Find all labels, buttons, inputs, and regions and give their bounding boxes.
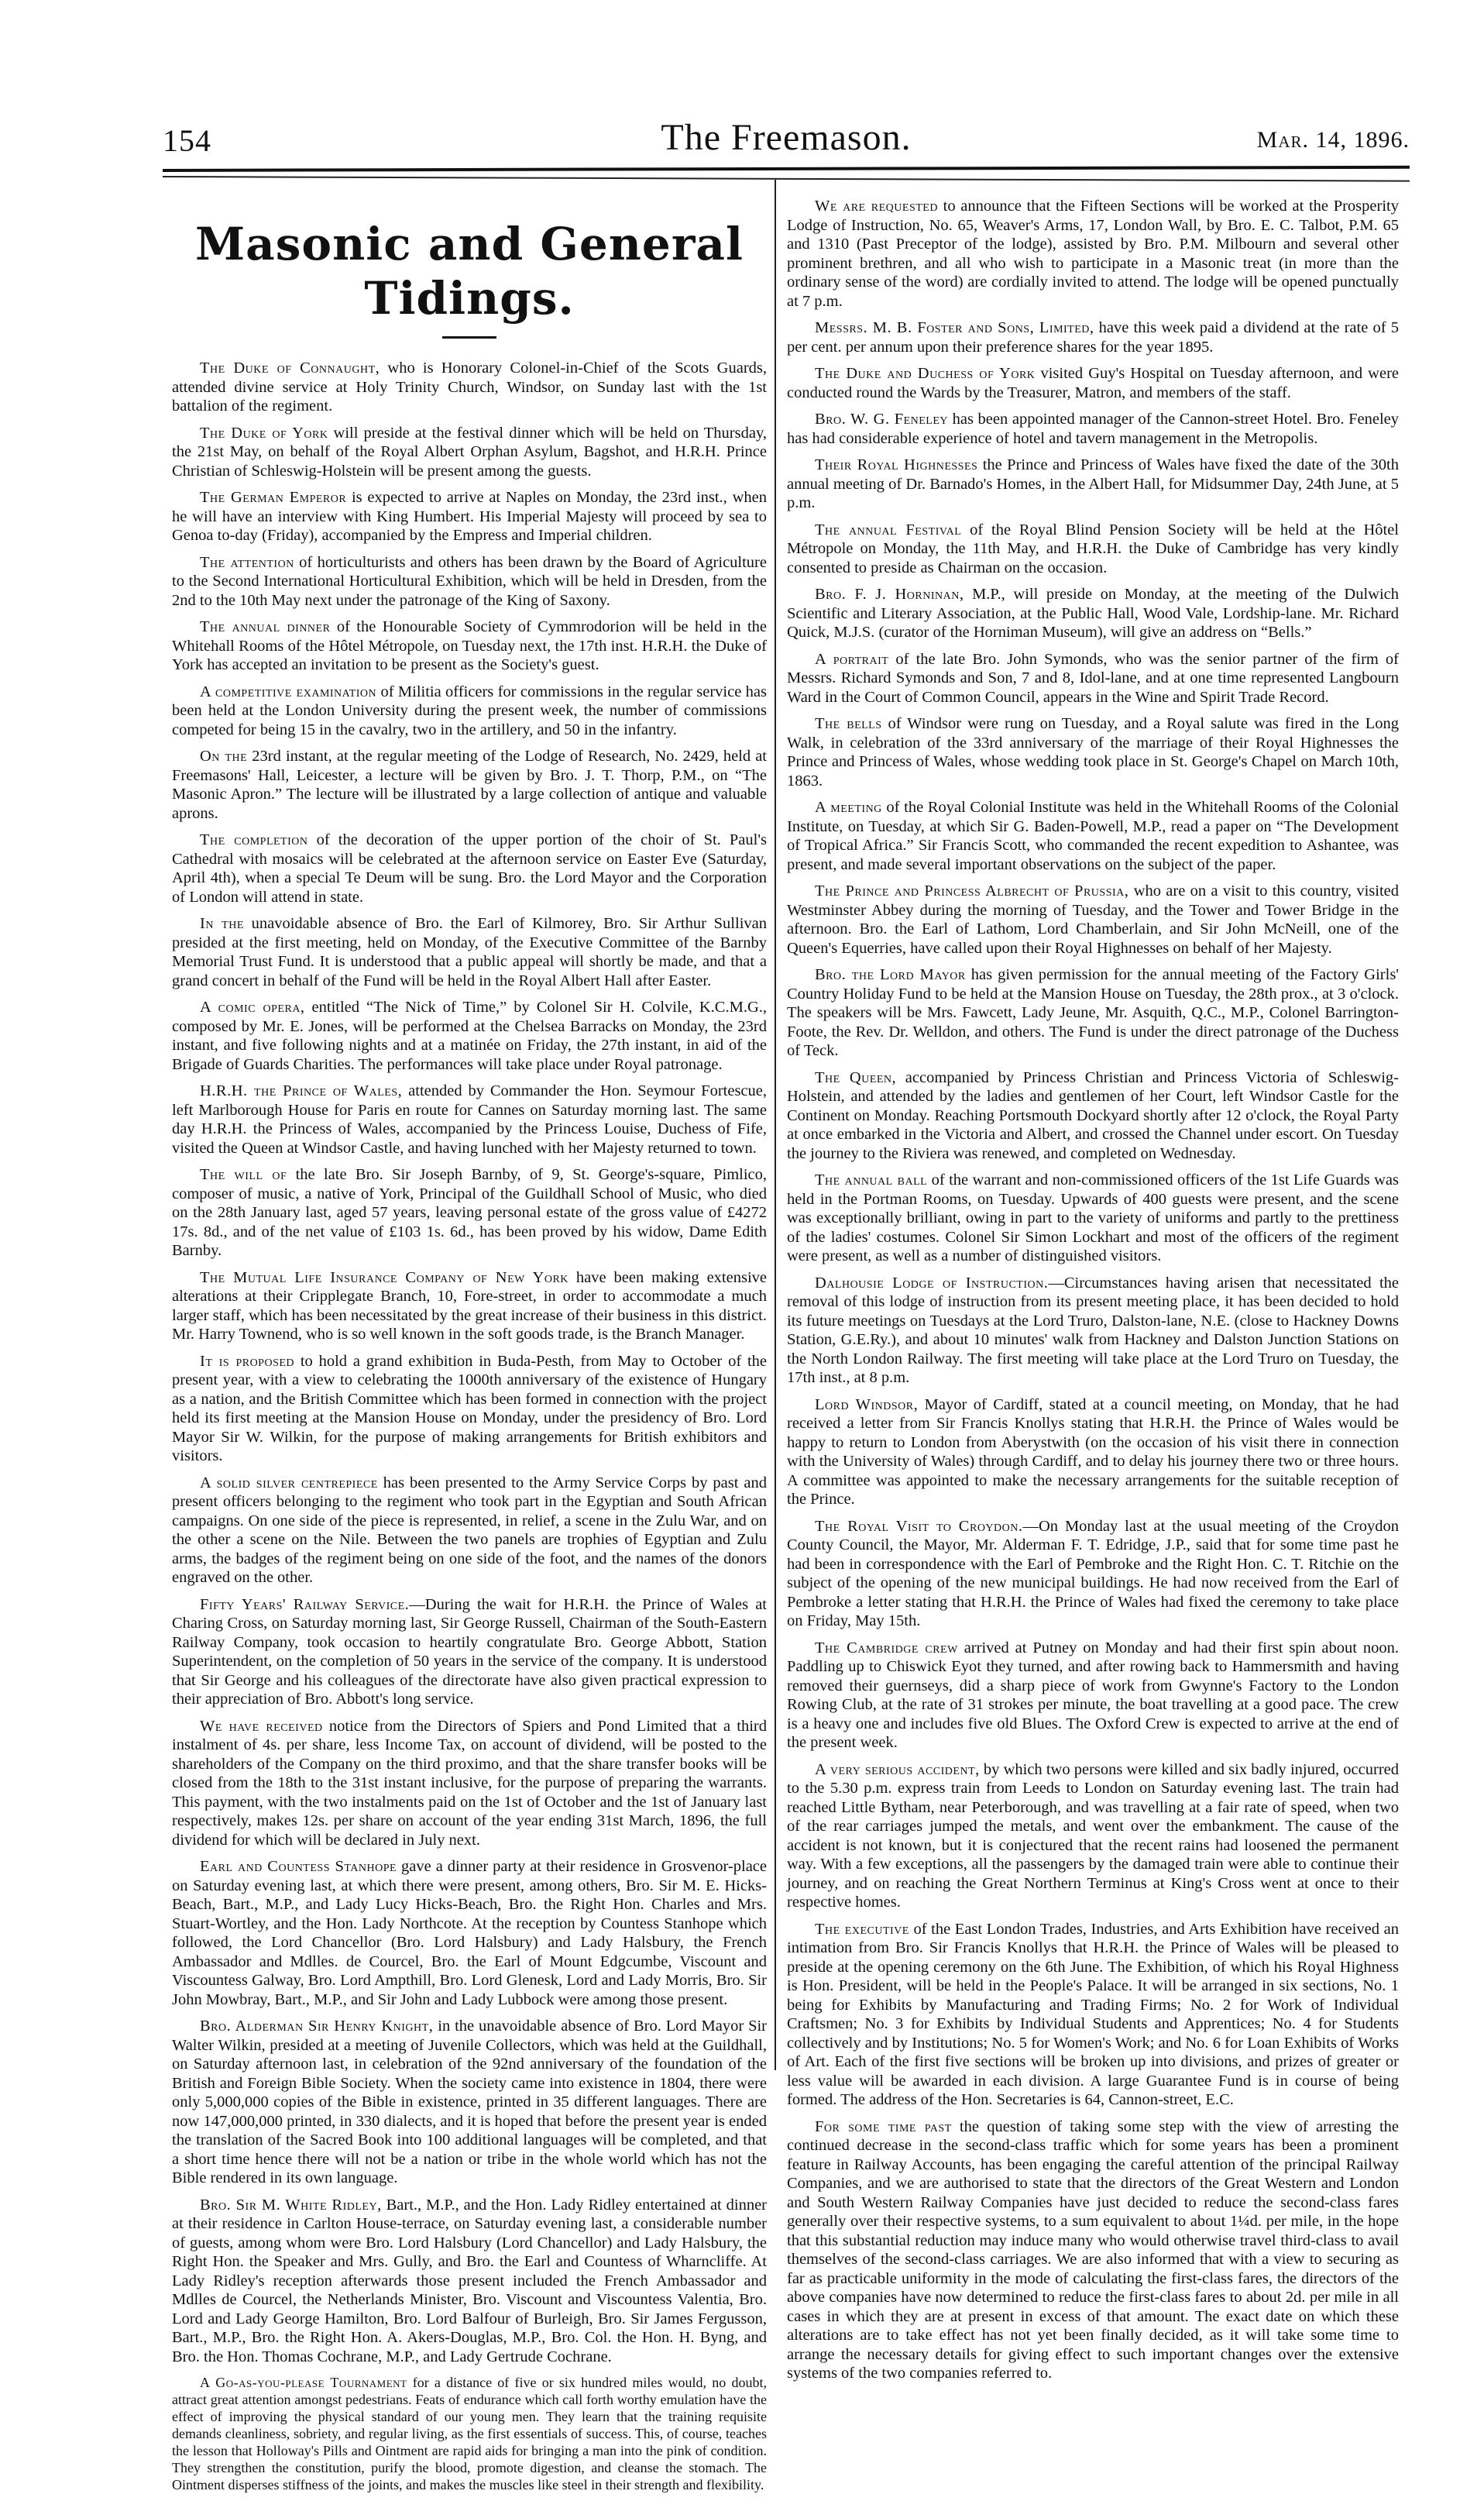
article: The annual ball of the warrant and non-commissioned officers of the 1st Life Guards was held in the Portman Rooms, on Tuesday. Upwards of 400 guests were present, and the scene was exceptionally brilliant, owing in part to the variety of uniforms and partly to the prettiness of the ladies' costumes. Colonel Sir Simon Lockhart and most of the officers of the regiment were present, as well as a number of distinguished visitors. (787, 1171, 1399, 1264)
article: Bro. Sir M. White Ridley, Bart., M.P., and the Hon. Lady Ridley entertained at dinner at their residence in Carlton House-terrace, on Saturday evening last, a considerable number of guests, among whom were Bro. Lord Halsbury (Lord Chancellor) and Lady Halsbury, the Right Hon. the Speaker and Mrs. Gully, and Bro. the Earl and Countess of Wharncliffe. At Lady Ridley's reception afterwards those present included the French Ambassador and Mdlles de Courcel, the Netherlands Minister, Bro. Viscount and Viscountess Valentia, Bro. Lord and Lady George Hamilton, Bro. Lord Balfour of Burleigh, Bro. Sir James Fergusson, Bart., M.P., Bro. the Right Hon. A. Akers-Douglas, M.P., Bro. Col. the Hon. H. Byng, and Bro. the Hon. Thomas Cochrane, M.P., and Lady Gertrude Cochrane. (172, 2196, 768, 2365)
article: The annual dinner of the Honourable Society of Cymmrodorion will be held in the Whitehall Rooms of the Hôtel Métropole, on Tuesday next, the 17th inst. H.R.H. the Duke of York has accepted an invitation to be present as the Society's guest. (172, 618, 768, 673)
article: It is proposed to hold a grand exhibition in Buda-Pesth, from May to October of the present year, with a view to celebrating the 1000th anniversary of the existence of Hungary as a nation, and the British Committee which has been formed in connection with the project held its first meeting at the Mansion House on Monday, under the presidency of Bro. Lord Mayor Sir W. Wilkin, for the purpose of making arrangements for British exhibitors and visitors. (172, 1352, 767, 1464)
publication-title: The Freemason. (661, 117, 912, 158)
article: Fifty Years' Railway Service.—During the wait for H.R.H. the Prince of Wales at Charing Cross, on Saturday morning last, Sir George Russell, Chairman of the South-Eastern Railway Company, took occasion to heartily congratulate Bro. George Abbott, Station Superintendent, on the completion of 50 years in the service of the company. It is understood that Sir George and his colleagues of the directorate have also given practical expression to their appreciation of Bro. Abbott's long service. (172, 1595, 767, 1708)
article: For some time past the question of taking some step with the view of arresting the continued decrease in the second-class traffic which for some years has been a prominent feature in Railway Accounts, has been engaging the careful attention of the principal Railway Companies, and we are authorised to state that the directors of the Great Western and London and South Western Railway Companies have just decided to reduce the second-class fares generally over their respective systems, to a sum equivalent to about 1¼d. per mile, in the hope that this substantial reduction may induce many who would otherwise travel third-class to avail themselves of the second-class carriages. We are also informed that with a view to securing as far as practicable uniformity in the mode of calculating the first-class fares, the directors of the above companies have now determined to reduce the first-class fares to about 2d. per mile in all cases in which they are at present in excess of that amount. The exact date on which these alterations are to take effect has not yet been finally decided, as it will take some time to arrange the necessary details for giving effect to such important changes over the extensive systems of the two companies referred to. (787, 2117, 1399, 2382)
article: H.R.H. the Prince of Wales, attended by Commander the Hon. Seymour Fortescue, left Marlborough House for Paris en route for Cannes on Saturday morning last. The same day H.R.H. the Princess of Wales, accompanied by the Princess Louise, Duchess of Fife, visited the Queen at Windsor Castle, and having lunched with her Majesty returned to town. (172, 1082, 767, 1157)
article: A comic opera, entitled “The Nick of Time,” by Colonel Sir H. Colvile, K.C.M.G., composed by Mr. E. Jones, will be performed at the Chelsea Barracks on Monday, the 23rd instant, and five following nights and at a matinée on Friday, the 27th instant, in aid of the Brigade of Guards Charities. The performances will take place under Royal patronage. (172, 999, 768, 1073)
article: A competitive examination of Militia officers for commissions in the regular service has been held at the London University during the present week, the number of commissions competed for being 15 in the cavalry, two in the artillery, and 50 in the infantry. (172, 683, 767, 738)
article: Earl and Countess Stanhope gave a dinner party at their residence in Grosvenor-place on Saturday evening last, at which there were present, among others, Bro. Sir M. E. Hicks-Beach, Bart., M.P., and Lady Lucy Hicks-Beach, Bro. the Right Hon. Charles and Mrs. Stuart-Wortley, and the Hon. Lady Northcote. At the reception by Countess Stanhope which followed, the Lord Chancellor (Bro. Lord Halsbury) and Lady Halsbury, the French Ambassador and Mdlles. de Courcel, Bro. the Earl of Mount Edgcumbe, Viscount and Viscountess Galway, Bro. Lord Ampthill, Bro. Lord Glenesk, Lord and Lady Morris, Bro. Sir John Mowbray, Bart., M.P., and Sir John and Lady Lubbock were among those present. (172, 1858, 767, 2008)
article: The attention of horticulturists and others has been drawn by the Board of Agriculture to the Second International Horticultural Exhibition, which will be held in Dresden, from the 2nd to the 10th May next under the patronage of the King of Saxony. (172, 553, 767, 609)
article: The annual Festival of the Royal Blind Pension Society will be held at the Hôtel Métropole on Monday, the 11th May, and H.R.H. the Duke of Cambridge has very kindly consented to preside as Chairman on the occasion. (787, 521, 1399, 576)
article: The Duke and Duchess of York visited Guy's Hospital on Tuesday afternoon, and were conducted round the Wards by the Treasurer, Matron, and members of the staff. (787, 365, 1399, 401)
article: Bro. W. G. Feneley has been appointed manager of the Cannon-street Hotel. Bro. Feneley has had considerable experience of hotel and tavern management in the Metropolis. (787, 411, 1399, 447)
header-rule-thin (163, 176, 1410, 182)
article: A portrait of the late Bro. John Symonds, who was the senior partner of the firm of Messrs. Richard Symonds and Son, 7 and 8, Idol-lane, and at one time represented Langbourn Ward in the Court of Common Council, appears in the Wine and Spirit Trade Record. (787, 650, 1399, 706)
article: Bro. the Lord Mayor has given permission for the annual meeting of the Factory Girls' Country Holiday Fund to be held at the Mansion House on Tuesday, the 28th prox., at 3 o'clock. The speakers will be Mrs. Fawcett, Lady Jeune, Mr. Asquith, Q.C., M.P., Colonel Barrington-Foote, the Rev. Dr. Welldon, and others. The Fund is under the direct patronage of the Duchess of Teck. (787, 966, 1399, 1059)
article: The Prince and Princess Albrecht of Prussia, who are on a visit to this country, visited Westminster Abbey during the morning of Tuesday, and the Tower and Tower Bridge in the afternoon. Bro. the Earl of Lathom, Lord Chamberlain, and Sir John McNeill, one of the Queen's Equerries, have called upon their Royal Highnesses on behalf of her Majesty. (787, 882, 1400, 957)
article: Lord Windsor, Mayor of Cardiff, stated at a council meeting, on Monday, that he had received a letter from Sir Francis Knollys stating that H.R.H. the Prince of Wales would be happy to return to London from Aberystwith (on the occasion of his visit there in connection with the University of Wales) through Cardiff, and to delay his journey there two or three hours. A committee was appointed to make the necessary arrangements for the suitable reception of the Prince. (787, 1395, 1399, 1508)
article: The German Emperor is expected to arrive at Naples on Monday, the 23rd inst., when he will have an interview with King Humbert. His Imperial Majesty will proceed by sea to Genoa to-day (Friday), accompanied by the Empress and Imperial children. (172, 489, 767, 544)
article: The Duke of York will preside at the festival dinner which will be held on Thursday, the 21st May, on behalf of the Royal Albert Orphan Asylum, Bagshot, and H.R.H. Prince Christian of Schleswig-Holstein will be present among the guests. (172, 424, 767, 480)
article: On the 23rd instant, at the regular meeting of the Lodge of Research, No. 2429, held at Freemasons' Hall, Leicester, a lecture will be given by Bro. J. T. Thorp, P.M., on “The Masonic Apron.” The lecture will be illustrated by a large collection of antique and valuable aprons. (172, 748, 767, 822)
section-title: Masonic and General Tidings. (194, 218, 744, 325)
article: The Queen, accompanied by Princess Christian and Princess Victoria of Schleswig-Holstein, and attended by the ladies and gentlemen of her Court, left Windsor Castle for the Continent on Monday. Reaching Portsmouth Dockyard shortly after 12 o'clock, the Royal Party at once embarked in the Victoria and Albert, and crossed the Channel under escort. On Tuesday the journey to the Riviera was renewed, and completed on Wednesday. (787, 1068, 1399, 1162)
masthead (163, 116, 1410, 170)
left-column (172, 186, 767, 2501)
issue-date: Mar. 14, 1896. (1256, 127, 1410, 153)
article: The Mutual Life Insurance Company of New York have been making extensive alterations at their Cripplegate Branch, 10, Fore-street, in order to accommodate a much larger staff, which has been necessitated by the great increase of their business in this district. Mr. Harry Townend, who is so well known in the soft goods trade, is the Branch Manager. (172, 1268, 767, 1343)
title-rule (442, 336, 496, 339)
article: Messrs. M. B. Foster and Sons, Limited, have this week paid a dividend at the rate of 5 per cent. per annum upon their preference shares for the year 1895. (787, 319, 1399, 356)
article: A meeting of the Royal Colonial Institute was held in the Whitehall Rooms of the Colonial Institute, on Tuesday, at which Sir G. Baden-Powell, M.P., read a paper on “The Development of Tropical Africa.” Sir Francis Scott, who commanded the recent expedition to Ashantee, was present, and made several important observations on the subject of the paper. (787, 799, 1399, 873)
article: The Royal Visit to Croydon.—On Monday last at the usual meeting of the Croydon County Council, the Mayor, Mr. Alderman F. T. Edridge, J.P., said that for some time past he had been in correspondence with the Earl of Pembroke and the Right Hon. C. T. Ritchie on the subject of the opening of the new municipal buildings. He had now received from the Earl of Pembroke a letter stating that H.R.H. the Prince of Wales had fixed the ceremony to take place on Friday, May 15th. (787, 1517, 1399, 1629)
page-number: 154 (163, 123, 211, 158)
article: Bro. Alderman Sir Henry Knight, in the unavoidable absence of Bro. Lord Mayor Sir Walter Wilkin, presided at a meeting of Juvenile Collectors, which was held at the Guildhall, on Saturday afternoon last, in celebration of the 92nd anniversary of the foundation of the British and Foreign Bible Society. When the society came into existence in 1804, there were only 5,000,000 copies of the Bible in existence, printed in 35 different languages. There are now 147,000,000 printed, in 330 dialects, and it is hoped that before the present year is ended the translation of the Sacred Book into 100 additional languages will be completed, and that a short time hence there will not be a nation or tribe in the whole world which has not the Bible rendered in its own language. (172, 2018, 767, 2186)
article: The completion of the decoration of the upper portion of the choir of St. Paul's Cathedral with mosaics will be celebrated at the afternoon service on Easter Eve (Saturday, April 4th), when a special Te Deum will be sung. Bro. the Lord Mayor and the Corporation of London will attend in state. (172, 831, 767, 906)
article: We have received notice from the Directors of Spiers and Pond Limited that a third instalment of 4s. per share, less Income Tax, on account of dividend, will be posted to the shareholders of the Company on the third proximo, and that the share transfer books will be closed from the 18th to the 31st instant inclusive, for the purpose of preparing the warrants. This payment, with the two instalments paid on the 1st of October and the 1st of January last respectively, makes 12s. per share on account of the year ending 31st March, 1896, the full dividend for which will be declared in July next. (172, 1717, 767, 1849)
article: In the unavoidable absence of Bro. the Earl of Kilmorey, Bro. Sir Arthur Sullivan presided at the first meeting, held on Monday, of the Executive Committee of the Barnby Memorial Trust Fund. It is understood that a public appeal will shortly be made, and that a grand concert in behalf of the Fund will be held in the Royal Albert Hall after Easter. (172, 915, 767, 989)
article: The executive of the East London Trades, Industries, and Arts Exhibition have received an intimation from Bro. Sir Francis Knollys that H.R.H. the Prince of Wales will be pleased to preside at the opening ceremony on the 6th June. The Exhibition, of which his Royal Highness is Hon. President, will be held in the People's Palace. It will be arranged in six sections, No. 1 being for Exhibits by Manufacturing and Trading Firms; No. 2 for Work of Individual Craftsmen; No. 3 for Exhibits by Individual Students and Apprentices; No. 4 for Students collectively and by Institutions; No. 5 for Women's Work; and No. 6 for Loan Exhibits of Works of Art. Each of the first five sections will be broken up into divisions, and prizes of greater or less value will be awarded in each division. A large Guarantee Fund is in course of being formed. The address of the Hon. Secretaries is 64, Cannon-street, E.C. (787, 1920, 1399, 2108)
article: The bells of Windsor were rung on Tuesday, and a Royal salute was fired in the Long Walk, in celebration of the 33rd anniversary of the marriage of their Royal Highnesses the Prince and Princess of Wales, whose wedding took place in St. George's Chapel on March 10th, 1863. (787, 715, 1399, 790)
article: We are requested to announce that the Fifteen Sections will be worked at the Prosperity Lodge of Instruction, No. 65, Weaver's Arms, 17, London Wall, by Bro. E. C. Talbot, P.M. 65 and 1310 (Past Preceptor of the lodge), assisted by Bro. P.M. Milbourn and several other prominent brethren, and all who wish to participate in a Masonic treat (in more than the ordinary sense of the word) are cordially invited to attend. The lodge will be opened punctually at 7 p.m. (787, 198, 1399, 310)
article: The will of the late Bro. Sir Joseph Barnby, of 9, St. George's-square, Pimlico, composer of music, a native of York, Principal of the Guildhall School of Music, who died on the 28th January last, aged 57 years, leaving personal estate of the gross value of £4272 17s. 8d., and of the net value of £103 1s. 6d., has been proved by his widow, Dame Edith Barnby. (172, 1166, 768, 1259)
right-column (787, 186, 1399, 2391)
article: A very serious accident, by which two persons were killed and six badly injured, occurred to the 5.30 p.m. express train from Leeds to London on Saturday evening last. The train had reached Little Bytham, near Peterborough, and was travelling at a fair rate of speed, when two of the rear carriages jumped the metals, and went over the embankment. The cause of the accident is not known, but it is conjectured that the recent rains had loosened the permanent way. With a few exceptions, all the passengers by the damaged train were able to continue their journey, and on reaching the Great Northern Terminus at King's Cross went at once to their respective homes. (787, 1760, 1399, 1911)
advertisement: A Go-as-you-please Tournament for a distance of five or six hundred miles would, no doubt, attract great attention amongst pedestrians. Feats of endurance which call forth worthy emulation have the effect of improving the physical standard of our young men. They learn that the training requisite demands cleanliness, sobriety, and regular living, as the first essentials of success. This, of course, teaches the lesson that Holloway's Pills and Ointment are rapid aids for bringing a man into the pink of condition. They strengthen the constitution, purify the blood, promote digestion, and cleanse the stomach. The Ointment disperses stiffness of the joints, and makes the muscles like steel in their strength and flexibility. (172, 2375, 767, 2492)
article: A solid silver centrepiece has been presented to the Army Service Corps by past and present officers belonging to the regiment who took part in the Egyptian and South African campaigns. On one side of the piece is represented, in relief, a scene in the Zulu War, and on the other a scene on the Nile. Between the two panels are trophies of Egyptian and Zulu arms, the badges of the regiment being on one side of the foot, and the names of the donors engraved on the other. (172, 1474, 767, 1586)
column-divider (775, 180, 776, 2070)
article: Their Royal Highnesses the Prince and Princess of Wales have fixed the date of the 30th annual meeting of Dr. Barnado's Homes, in the Albert Hall, for Midsummer Day, 24th June, at 5 p.m. (787, 456, 1399, 511)
article: The Cambridge crew arrived at Putney on Monday and had their first spin about noon. Paddling up to Chiswick Eyot they turned, and after rowing back to Hammersmith and having removed their guernseys, did a sharp piece of work from Gwynne's Factory to the London Rowing Club, at the rate of 31 strokes per minute, the boat travelling at a good pace. The crew is a heavy one and includes five old Blues. The Oxford Crew is expected to arrive at the end of the present week. (787, 1639, 1399, 1751)
article: Dalhousie Lodge of Instruction.—Circumstances having arisen that necessitated the removal of this lodge of instruction from its present meeting place, it has been decided to hold its future meetings on Tuesdays at the Lord Truro, Dalston-lane, N.E. (close to Hackney Downs Station, G.E.Ry.), and about 10 minutes' walk from Hackney and Dalston Junction Stations on the North London Railway. The first meeting will take place at the Lord Truro on Tuesday, the 17th inst., at 8 p.m. (787, 1274, 1399, 1386)
article: The Duke of Connaught, who is Honorary Colonel-in-Chief of the Scots Guards, attended divine service at Holy Trinity Church, Windsor, on Sunday last with the 1st battalion of the regiment. (172, 359, 768, 415)
article: Bro. F. J. Horninan, M.P., will preside on Monday, at the meeting of the Dulwich Scientific and Literary Association, at the Public Hall, Wood Vale, Lordship-lane. Mr. Richard Quick, M.J.S. (curator of the Horniman Museum), will give an address on “Bells.” (787, 586, 1399, 641)
